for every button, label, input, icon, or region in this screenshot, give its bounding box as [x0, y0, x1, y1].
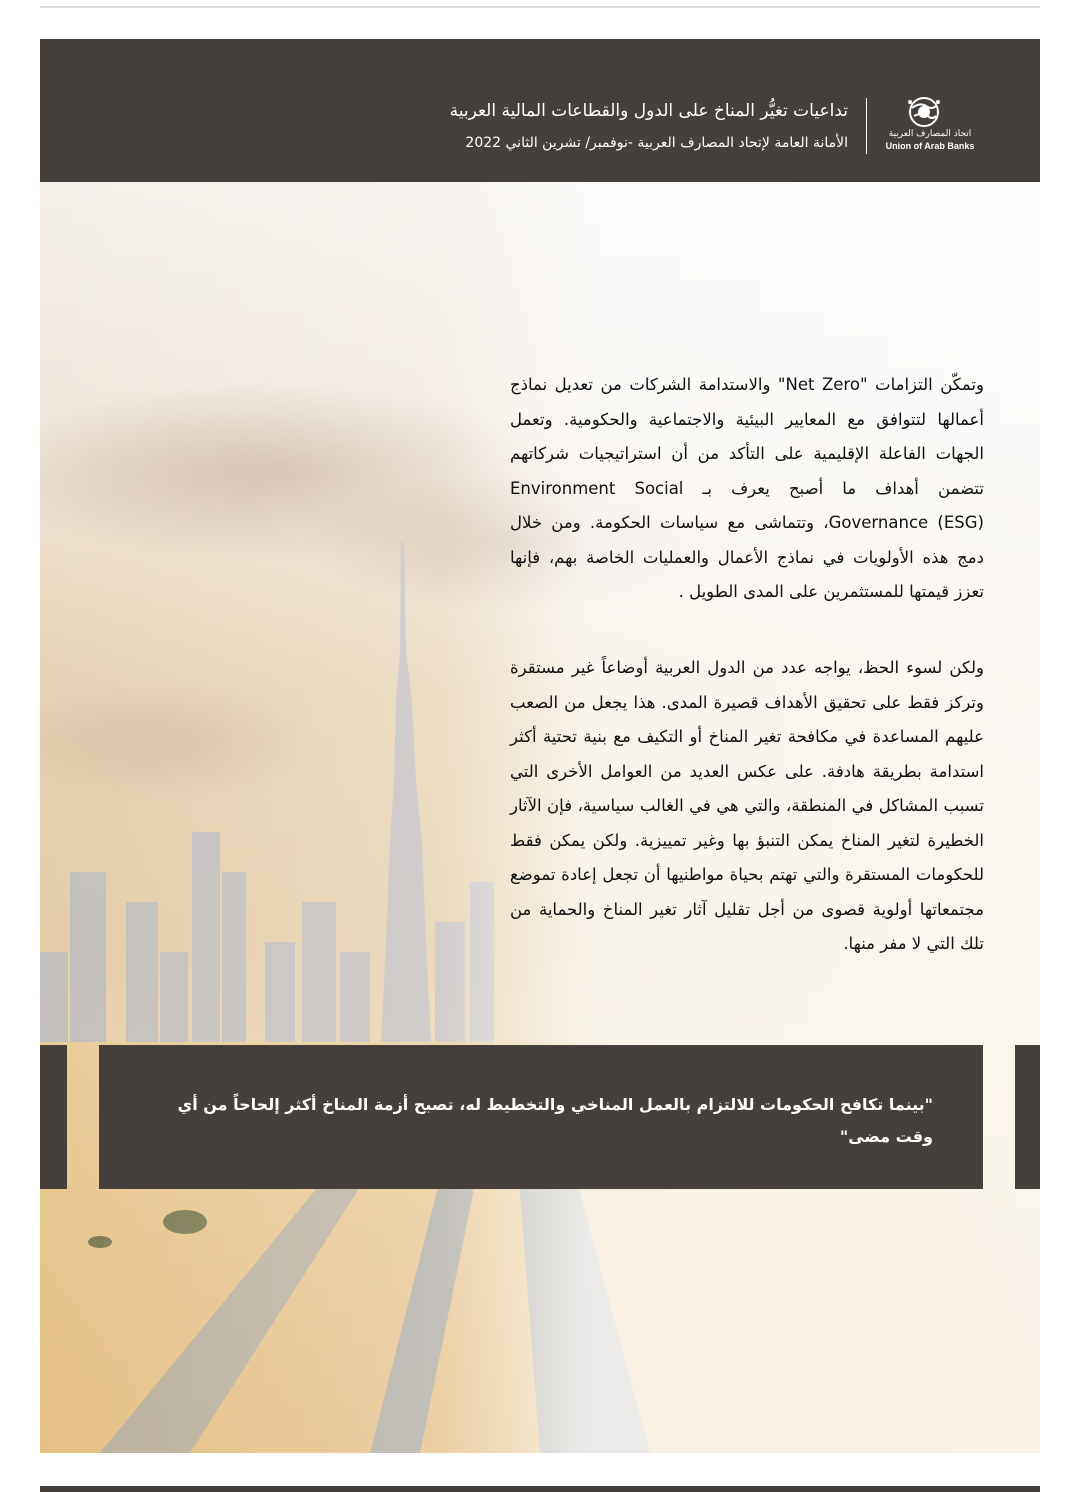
paragraph-1-text: وتمكّن التزامات "Net Zero" والاستدامة الشركات من تعديل نماذج أعمالها لتتوافق مع المعايير البيئية والاجتماعية والحكومية. وتعمل الجهات الفاعلة الإقليمية على التأكد من أن استراتيجيات شركاتهم تتضمن أهداف ما أصبح يعرف بـ Environment Social Governance (ESG)، وتتماشى مع سياسات الحكومة. ومن خلال دمج هذه الأولويات في نماذج الأعمال والعمليات الخاصة بهم، فإنها تعزز قيمتها للمستثمرين على المدى الطويل .	[510, 375, 984, 601]
globe-emblem-icon	[876, 96, 984, 132]
union-of-arab-banks-logo	[876, 96, 986, 158]
quote-left-bar	[40, 1045, 67, 1189]
next-page-header-strip	[40, 1486, 1040, 1492]
document-page	[40, 39, 1040, 1453]
page-header	[40, 39, 1040, 182]
body-paragraph-2	[510, 651, 984, 962]
body-paragraph-1	[510, 368, 984, 610]
logo-arabic-text: اتحاد المصارف العربية	[888, 129, 972, 139]
logo-english-text: Union of Arab Banks	[885, 141, 975, 151]
paragraph-2-text: ولكن لسوء الحظ، يواجه عدد من الدول العربية أوضاعاً غير مستقرة وتركز فقط على تحقيق الأهداف قصيرة المدى. هذا يجعل من الصعب عليهم المساعدة في مكافحة تغير المناخ أو التكيف مع بنية تحتية أكثر استدامة بطريقة هادفة. على عكس العديد من العوامل الأخرى التي تسبب المشاكل في المنطقة، والتي هي في الغالب سياسية، فإن الآثار الخطيرة لتغير المناخ يمكن التنبؤ بها وغير تمييزية. ولكن يمكن فقط للحكومات المستقرة والتي تهتم بحياة مواطنيها أن تجعل إعادة تموضع مجتمعاتها أولوية قصوى من أجل تقليل آثار تغير المناخ والحماية من تلك التي لا مفر منها.	[510, 658, 984, 953]
top-divider	[40, 6, 1040, 8]
quote-right-bar	[1015, 1045, 1040, 1189]
header-divider	[866, 98, 867, 154]
header-title: تداعيات تغيُّر المناخ على الدول والقطاعات المالية العربية	[449, 101, 848, 121]
header-subtitle: الأمانة العامة لإتحاد المصارف العربية -نوفمبر/ تشرين الثاني 2022	[465, 135, 848, 151]
pull-quote-text: "بينما تكافح الحكومات للالتزام بالعمل المناخي والتخطيط له، تصبح أزمة المناخ أكثر إلحاحاً من أي وقت مضى"	[177, 1095, 933, 1146]
pull-quote-box	[99, 1045, 983, 1189]
